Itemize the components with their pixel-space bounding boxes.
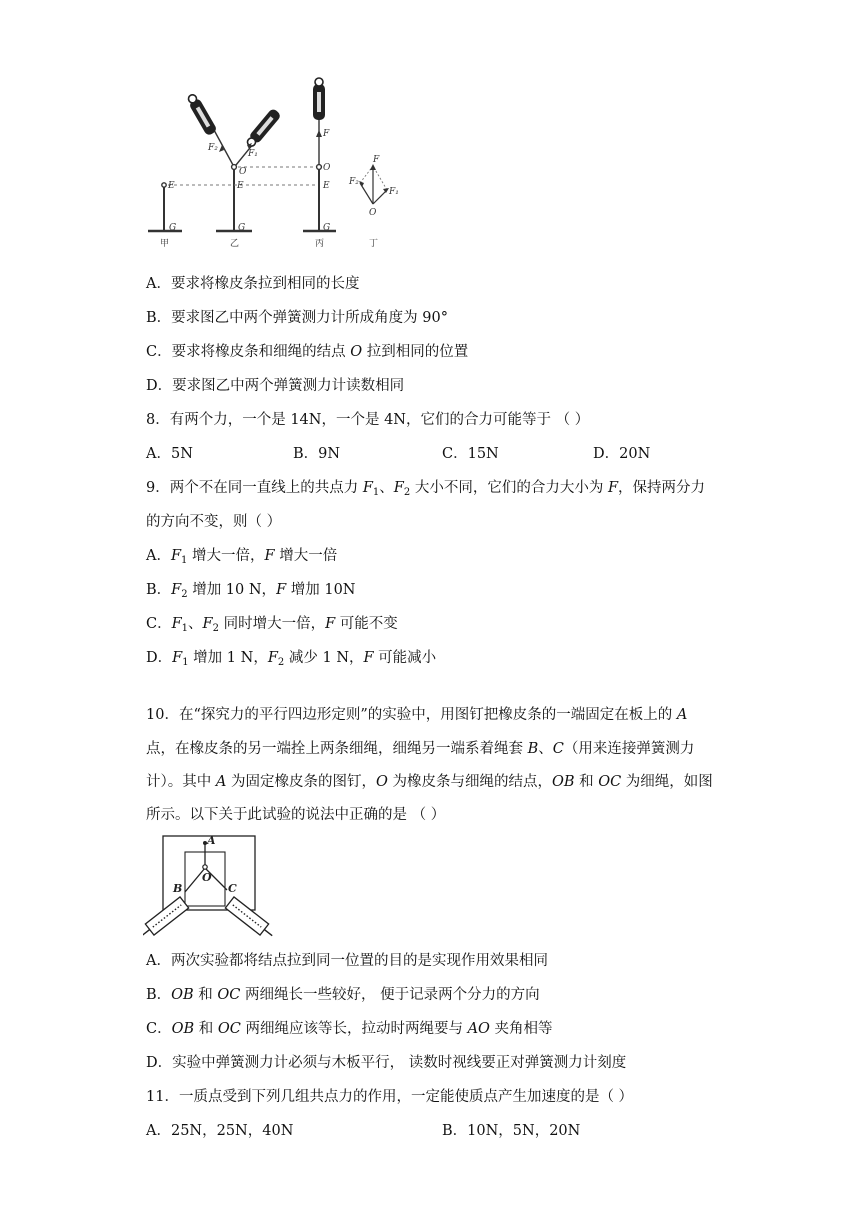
q9-a-f1: F [170,548,182,564]
q7-option-a: A．要求将橡皮条拉到相同的长度 [146,276,360,292]
q9-option-a [146,546,337,566]
q10-l2-c: C [552,741,564,757]
q7-c-pre: C．要求将橡皮条和细绳的结点 [146,344,351,360]
q9-stem-d: ，保持两分力 [618,480,705,496]
q9-b-f2-sub: 2 [181,589,188,600]
q10-b-ob: OB [171,987,194,1003]
q9-a-f1-sub: 1 [181,555,188,566]
q9-b-prefix: B． [146,582,172,598]
q9-a-f: F [264,548,275,564]
q9-option-b [146,580,355,600]
fig1-label-g-yi: G [238,223,246,233]
q9-a-mid: 增大一倍， [187,548,265,564]
q9-a-end: 增大一倍 [274,548,338,564]
q9-d-f1: F [172,650,183,666]
q10-b-oc: OC [217,987,241,1003]
q9-c-mid: 同时增大一倍， [218,616,326,632]
q10-c-and: 和 [194,1021,218,1037]
q10-c-end: 夹角相等 [489,1021,553,1037]
fig2-label-b: B [173,882,183,895]
q10-l1-text: 10．在“探究力的平行四边形定则”的实验中，用图钉把橡皮条的一端固定在板上的 [146,707,677,723]
q9-stem-f1: F [362,480,373,496]
q9-c-prefix: C． [146,616,172,632]
q9-d-f2: F [267,650,278,666]
q7-c-var: O [350,344,363,360]
experiment-figure-2 [143,832,273,942]
q9-d-mid1: 增加 1 N， [188,650,268,666]
q7-option-d: D．要求图乙中两个弹簧测力计读数相同 [146,378,405,394]
q9-stem-a: 9．两个不在同一直线上的共点力 [146,480,363,496]
q9-stem-line1 [146,478,705,498]
q9-d-f2-sub: 2 [277,657,285,668]
q9-d-f: F [363,650,374,666]
experiment-figure-1 [0,0,860,260]
q10-l2-end: （用来连接弹簧测力 [563,741,695,757]
q11-stem: 11．一质点受到下列几组共点力的作用，一定能使质点产生加速度的是（ ） [146,1089,634,1105]
q9-d-end: 可能减小 [373,650,437,666]
fig1-caption-jia: 甲 [160,239,170,249]
q10-b-and: 和 [193,987,218,1003]
fig1-label-f-ding: F [373,155,380,165]
q10-l3-g: 和 [574,774,599,790]
q9-b-mid: 增加 10 N， [187,582,277,598]
q9-a-prefix: A． [146,548,171,564]
q10-stem-line4: 所示。以下关于此试验的说法中正确的是 （ ） [146,807,446,823]
q9-c-f: F [325,616,336,632]
q9-b-f: F [276,582,287,598]
fig1-label-o-bing: O [323,163,331,173]
q7-option-c [146,342,468,362]
q10-c-ao: AO [467,1021,490,1037]
q9-stem-f2: F [393,480,404,496]
q10-l2-b: B [527,741,539,757]
q10-l3-f: OB [551,774,575,790]
q10-l2-text: 点，在橡皮条的另一端拴上两条细绳，细绳另一端系着绳套 [146,741,528,757]
q10-l3-e: 为橡皮条与细绳的结点， [387,774,552,790]
fig1-label-e-jia: E [168,181,175,191]
q9-b-f2: F [171,582,182,598]
q8-option-d: D．20N [593,446,651,462]
q10-b-rest: 两细绳长一些较好， 便于记录两个分力的方向 [240,987,540,1003]
fig1-label-e-bing: E [323,181,330,191]
fig1-caption-ding: 丁 [369,239,379,249]
q9-b-end: 增加 10N [286,582,356,598]
fig1-label-g-jia: G [169,223,177,233]
fig1-label-g-bing: G [323,223,331,233]
q9-stem-f1-sub: 1 [372,487,380,498]
q10-c-ob: OB [171,1021,195,1037]
q10-option-b [146,985,540,1005]
fig1-label-f1-ding: F₁ [389,187,399,197]
fig1-label-f-bing: F [323,129,330,139]
q9-c-f1: F [171,616,182,632]
fig1-label-o-ding: O [369,208,377,218]
q10-stem-line3 [146,772,713,792]
q9-stem-b: 、 [379,480,394,496]
q8-option-c: C．15N [442,446,499,462]
q9-option-d [146,648,436,668]
q9-c-f1-sub: 1 [181,623,189,634]
q10-c-prefix: C． [146,1021,172,1037]
fig1-caption-bing: 丙 [315,239,325,249]
q10-stem-line1 [146,705,687,725]
q8-option-a: A．5N [146,446,193,462]
q10-stem-line2 [146,739,694,759]
q9-stem-f2-sub: 2 [403,487,411,498]
q10-l3-c: 为固定橡皮条的图钉， [226,774,376,790]
q9-c-f2: F [202,616,213,632]
fig1-label-o-yi: O [239,167,247,177]
q7-c-post: 拉到相同的位置 [362,344,469,360]
fig2-label-o: O [202,871,212,884]
q9-option-c [146,614,398,634]
q10-option-a: A．两次实验都将结点拉到同一位置的目的是实现作用效果相同 [146,953,548,969]
q10-option-d: D．实验中弹簧测力计必须与木板平行， 读数时视线要正对弹簧测力计刻度 [146,1055,627,1071]
fig1-label-f2-ding: F₂ [349,177,359,187]
q9-stem-line2: 的方向不变，则（ ） [146,514,282,530]
fig1-label-f2: F₂ [208,143,218,153]
q10-l1-a: A [676,707,688,723]
q9-c-f2-sub: 2 [212,623,219,634]
q10-option-c [146,1019,553,1039]
q9-d-f1-sub: 1 [182,657,189,668]
q10-l3-b: A [215,774,227,790]
q10-c-mid: 两细绳应该等长，拉动时两绳要与 [240,1021,468,1037]
q7-option-b: B．要求图乙中两个弹簧测力计所成角度为 90° [146,310,448,326]
q9-stem-f: F [607,480,618,496]
q10-l3-h: OC [598,774,622,790]
q10-l3-d: O [375,774,388,790]
q9-d-prefix: D． [146,650,173,666]
q10-l2-sep: 、 [538,741,553,757]
q11-option-b: B．10N，5N，20N [442,1123,581,1139]
q9-c-sep: 、 [188,616,203,632]
fig1-label-f1: F₁ [248,149,258,159]
fig1-label-e-yi: E [237,181,244,191]
q9-stem-c: 大小不同，它们的合力大小为 [410,480,608,496]
q8-stem: 8．有两个力，一个是 14N，一个是 4N，它们的合力可能等于 （ ） [146,412,590,428]
fig2-label-c: C [228,882,237,895]
q10-l3-i: 为细绳，如图 [621,774,713,790]
q9-c-end: 可能不变 [335,616,398,632]
q10-b-prefix: B． [146,987,172,1003]
q10-l3-a: 计）。其中 [146,774,216,790]
q11-option-a: A．25N，25N，40N [146,1123,294,1139]
q9-d-mid2: 减少 1 N， [284,650,364,666]
fig2-label-a: A [207,834,216,847]
q8-option-b: B．9N [293,446,341,462]
q10-c-oc: OC [217,1021,241,1037]
fig1-caption-yi: 乙 [230,239,240,249]
